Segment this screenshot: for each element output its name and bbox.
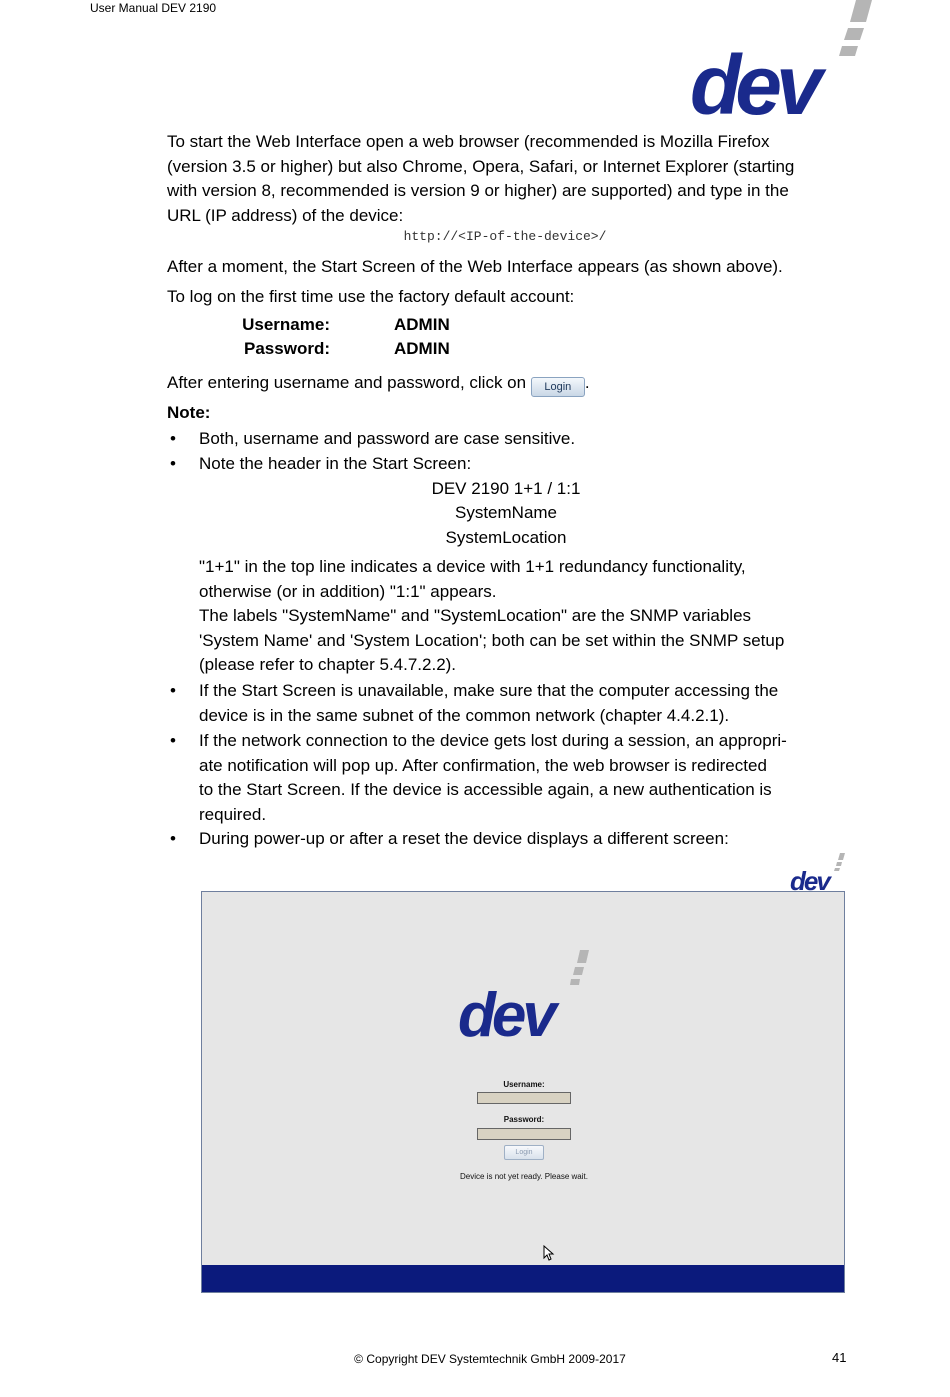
screenshot-not-ready-message: Device is not yet ready. Please wait. [460, 1172, 588, 1181]
bullet-header-note: Note the header in the Start Screen: [199, 454, 472, 473]
username-label: Username: [242, 315, 330, 334]
document-header-title: User Manual DEV 2190 [90, 1, 217, 15]
first-time-text: To log on the first time use the factory default account: [167, 287, 575, 306]
password-label: Password: [244, 339, 330, 358]
dev-logo [688, 0, 878, 120]
header-line-2: SystemName [454, 503, 558, 522]
bullet-icon: • [170, 681, 176, 700]
bullet-power-up: During power-up or after a reset the device displays a different screen: [199, 829, 729, 848]
screenshot-login-button: Login [504, 1145, 544, 1160]
bullet-case-sensitive: Both, username and password are case sensitive. [199, 429, 576, 448]
note-title: Note: [167, 403, 211, 422]
svg-text:dev: dev [790, 866, 829, 891]
bullet-connection-lost: If the network connection to the device gets lost during a session, an appropri- ate notification will pop up. After confirmation, the web browser is redirected to the Start Screen. If the device is accessible again, a new authentication is required. [199, 731, 787, 824]
svg-text:dev: dev [458, 981, 553, 1040]
after-entering-text: After entering username and password, click on Login . [167, 371, 857, 397]
header-explanation: "1+1" in the top line indicates a device with 1+1 redundancy functionality, otherwise (or in addition) "1:1" appears. The labels "SystemName" and "SystemLocation" are the SNMP variables 'System Name' and 'System Location'; both can be set within the SNMP setup (please refer to chapter 5.4.7.2.2). [199, 557, 785, 675]
screenshot-password-input [477, 1128, 571, 1140]
copyright-footer: © Copyright DEV Systemtechnik GmbH 2009-2017 [354, 1352, 626, 1366]
screenshot-username-input [477, 1092, 571, 1104]
bullet-icon: • [170, 829, 176, 848]
screenshot-password-label: Password: [503, 1115, 545, 1124]
bullet-start-screen-unavailable: If the Start Screen is unavailable, make sure that the computer accessing the device is in the same subnet of the common network (chapter 4.4.2.1). [199, 681, 779, 725]
bullet-icon: • [170, 429, 176, 448]
page-number: 41 [832, 1350, 847, 1365]
after-moment-text: After a moment, the Start Screen of the Web Interface appears (as shown above). [167, 257, 783, 276]
screenshot-username-label: Username: [503, 1080, 545, 1089]
login-button-image: Login [531, 377, 585, 397]
password-value: ADMIN [394, 339, 450, 358]
mouse-cursor-icon [543, 1245, 555, 1261]
device-not-ready-screenshot [201, 891, 845, 1293]
dev-small-logo [789, 853, 847, 891]
header-line-1: DEV 2190 1+1 / 1:1 [431, 479, 581, 498]
intro-paragraph: To start the Web Interface open a web browser (recommended is Mozilla Firefox (version 3.5 or higher) but also Chrome, Opera, Safari, or Internet Explorer (starting with version 8, recommended is version 9 or higher) are supported) and type in the URL (IP address) of the device: [167, 132, 795, 225]
bullet-icon: • [170, 454, 176, 473]
svg-text:dev: dev [690, 38, 817, 120]
device-url: http://<IP-of-the-device>/ [403, 229, 607, 244]
username-value: ADMIN [394, 315, 450, 334]
dev-logo [457, 950, 597, 1040]
screenshot-bottom-bar [202, 1265, 844, 1292]
header-line-3: SystemLocation [445, 528, 567, 547]
bullet-icon: • [170, 731, 176, 750]
